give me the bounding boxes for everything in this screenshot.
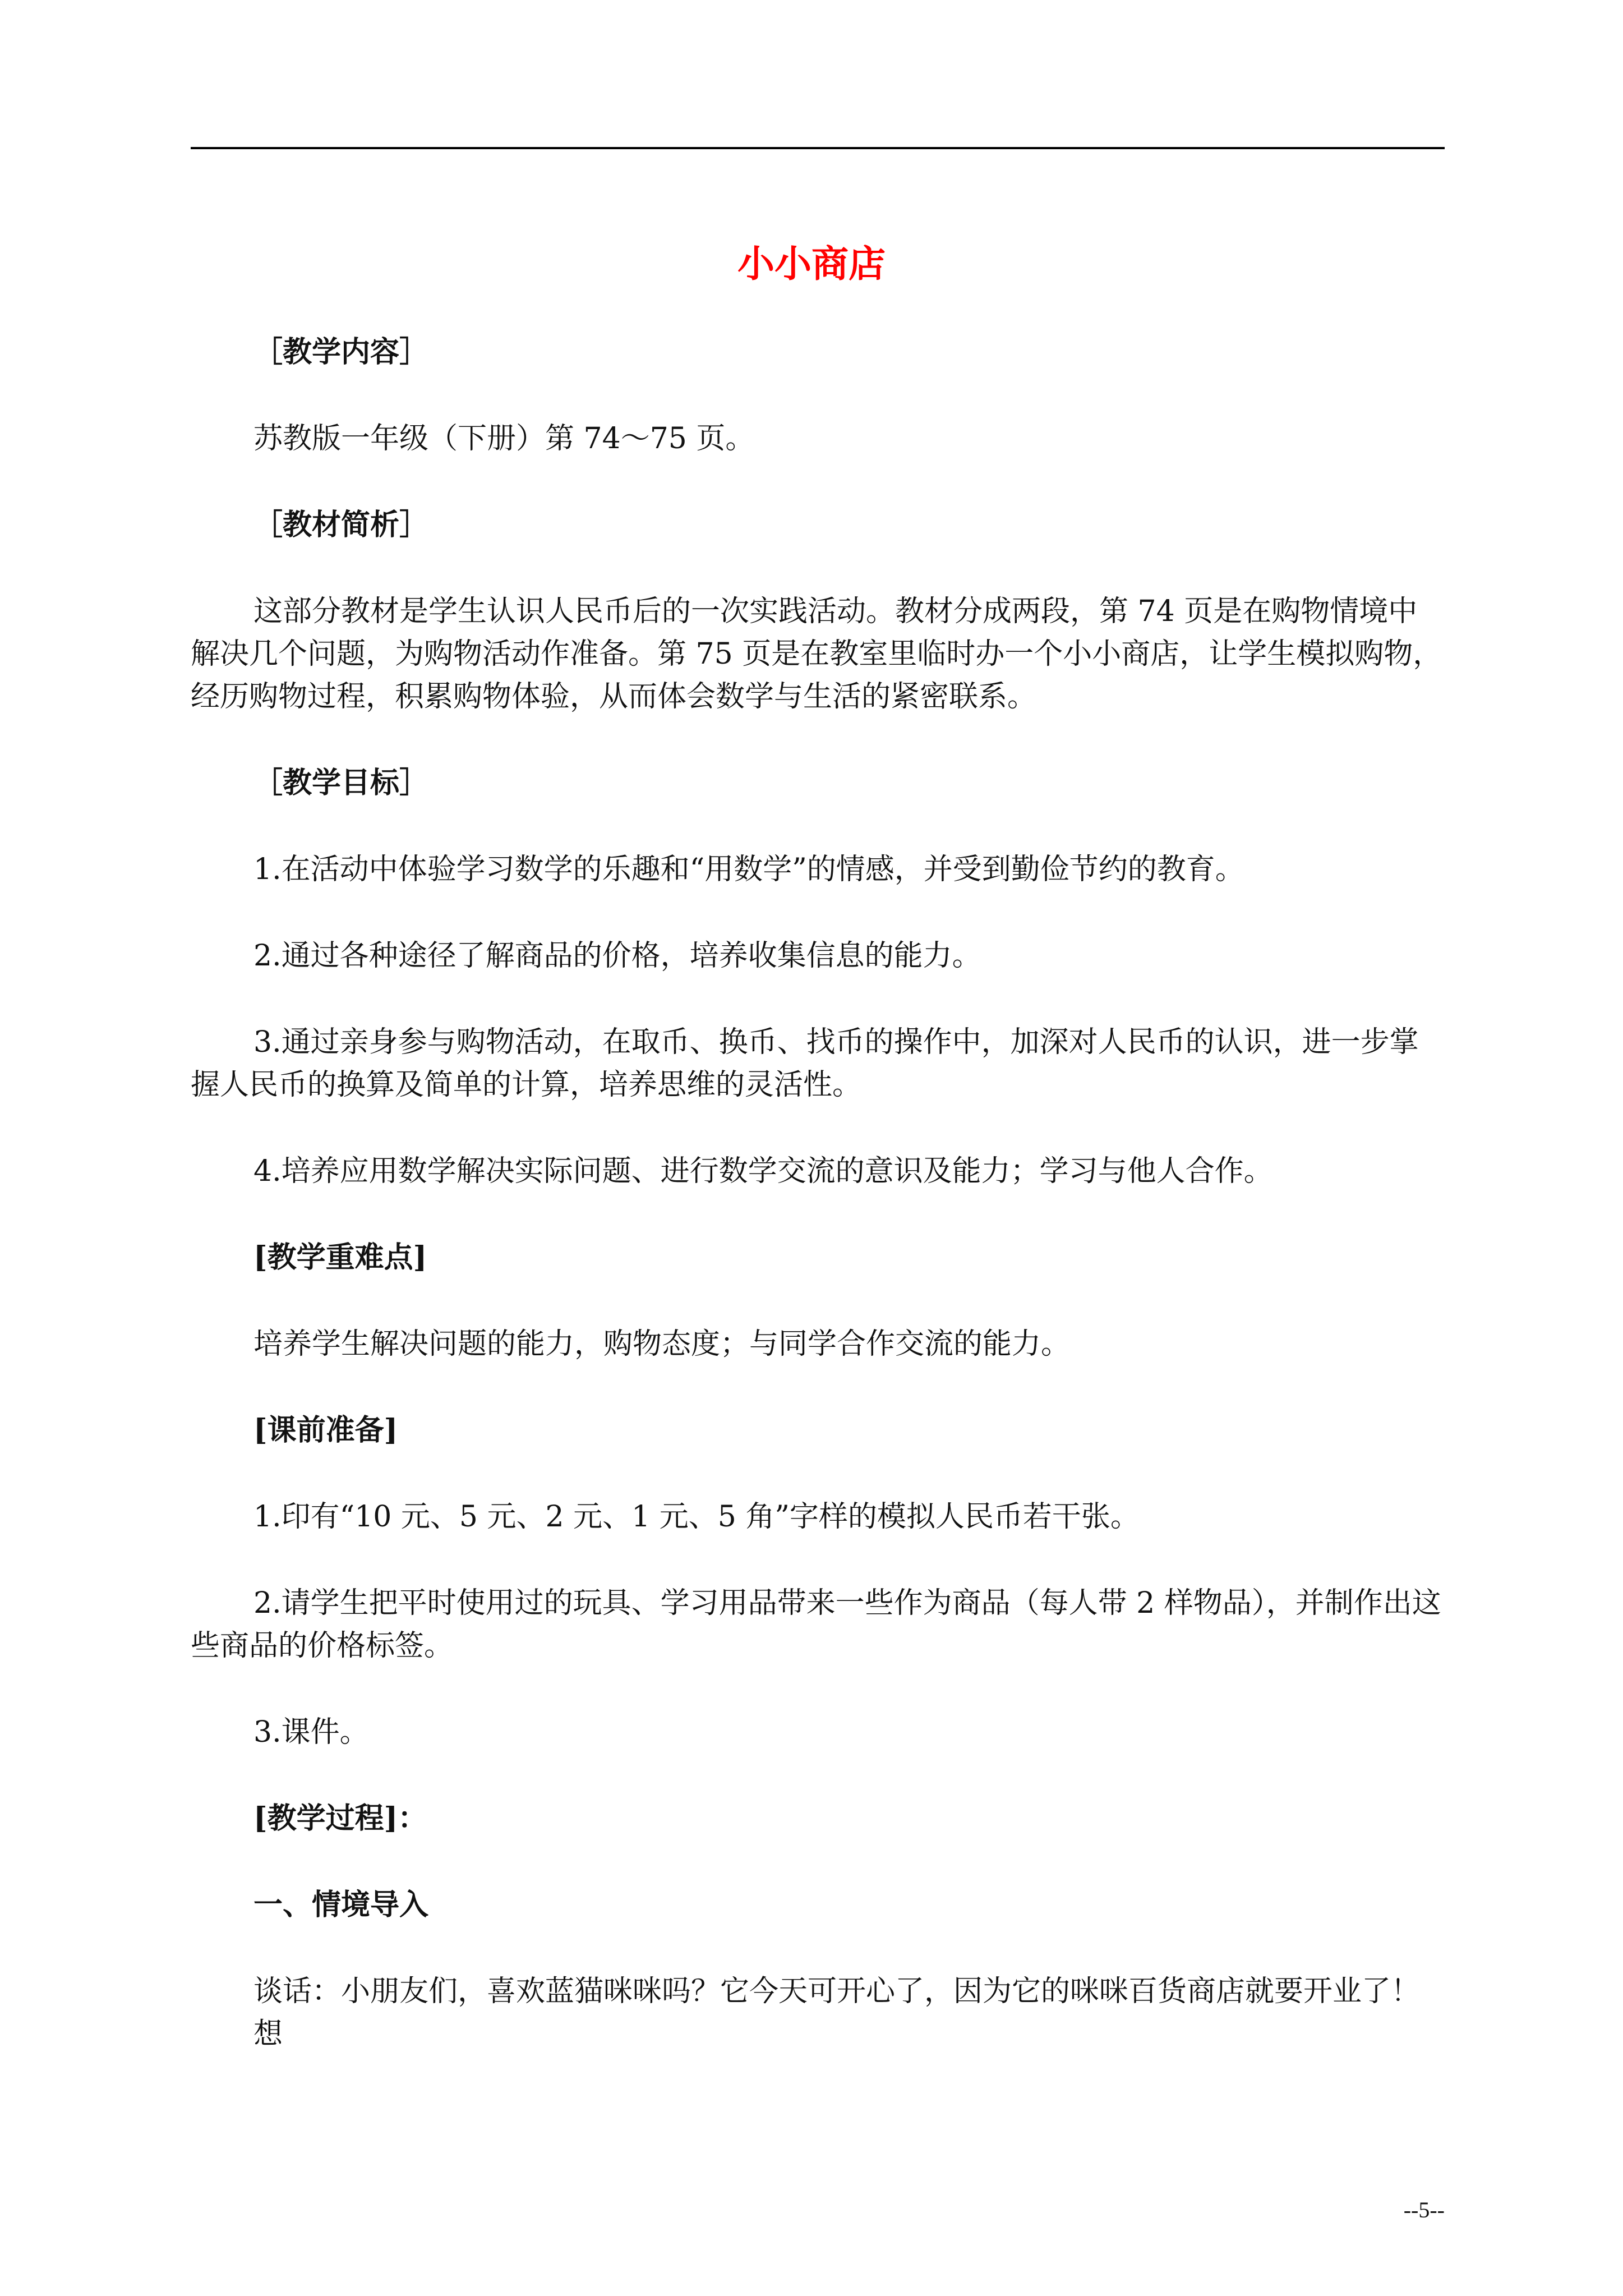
preparation-item-3: 3.课件。 [253, 1715, 369, 1749]
goal-item-2: 2.通过各种途径了解商品的价格，培养收集信息的能力。 [253, 939, 981, 973]
goal-item-4: 4.培养应用数学解决实际问题、进行数学交流的意识及能力；学习与他人合作。 [253, 1154, 1273, 1188]
preparation-item-2: 2.请学生把平时使用过的玩具、学习用品带来一些作为商品（每人带 2 样物品），并制作出这些商品的价格标签。 [191, 1586, 1441, 1663]
document-body [191, 331, 1445, 2055]
subsection-heading-scenario-intro: 一、情境导入 [253, 1888, 429, 1922]
paragraph-dialogue: 谈话：小朋友们，喜欢蓝猫咪咪吗？它今天可开心了，因为它的咪咪百货商店就要开业了！想 [253, 1975, 1421, 2051]
section-heading-textbook-analysis: ［教材简析］ [253, 508, 429, 542]
section-heading-teaching-content: ［教学内容］ [253, 335, 429, 369]
paragraph-textbook-pages: 苏教版一年级（下册）第 74～75 页。 [253, 422, 755, 455]
goal-item-3: 3.通过亲身参与购物活动，在取币、换币、找币的操作中，加深对人民币的认识，进一步掌握人民币的换算及简单的计算，培养思维的灵活性。 [191, 1025, 1419, 1102]
header-rule [191, 147, 1445, 149]
section-heading-key-points: [教学重难点] [253, 1240, 427, 1274]
section-heading-teaching-goals: ［教学目标］ [253, 766, 429, 800]
section-heading-teaching-process: [教学过程]： [253, 1801, 427, 1835]
document-title: 小小商店 [737, 242, 886, 286]
paragraph-key-points: 培养学生解决问题的能力，购物态度；与同学合作交流的能力。 [253, 1327, 1071, 1361]
page-number: --5-- [1403, 2197, 1445, 2223]
section-heading-preparation: [课前准备] [253, 1413, 398, 1447]
preparation-item-1: 1.印有“10 元、5 元、2 元、1 元、5 角”字样的模拟人民币若干张。 [253, 1500, 1140, 1534]
paragraph-textbook-analysis: 这部分教材是学生认识人民币后的一次实践活动。教材分成两段，第 74 页是在购物情境中解决几个问题，为购物活动作准备。第 75 页是在教室里临时办一个小小商店，让学生模拟购物，经历购物过程，积累购物体验，从而体会数学与生活的紧密联系。 [191, 595, 1442, 714]
goal-item-1: 1.在活动中体验学习数学的乐趣和“用数学”的情感，并受到勤俭节约的教育。 [253, 853, 1244, 886]
